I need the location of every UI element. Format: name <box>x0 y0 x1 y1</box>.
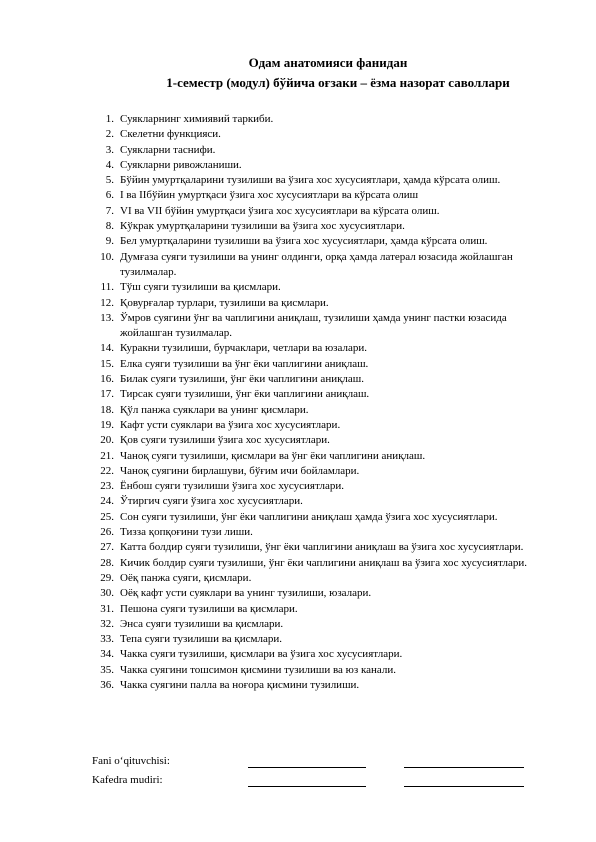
question-item <box>92 617 562 632</box>
question-number: 13. <box>100 311 114 324</box>
question-item <box>92 158 562 173</box>
question-text: Бел умуртқаларини тузилиши ва ўзига хос хусусиятлари, ҳамда кўрсата олиш. <box>120 235 488 248</box>
question-text: Куракни тузилиши, бурчаклари, четлари ва юзалари. <box>120 342 367 355</box>
question-number: 11. <box>100 281 114 294</box>
question-item <box>92 678 562 693</box>
question-text: Энса суяги тузилиши ва қисмлари. <box>120 617 284 630</box>
question-number: 30. <box>100 587 114 600</box>
question-text: Тепа суяги тузилиши ва қисмлари. <box>120 633 283 646</box>
question-text: Суякларни таснифи. <box>120 143 216 156</box>
question-number: 35. <box>100 663 114 676</box>
question-item <box>92 143 562 158</box>
question-text: Катта болдир суяги тузилиши, ўнг ёки чаплигини аниқлаш ва ўзига хос хусусиятлари. <box>120 541 524 554</box>
question-text: Ёнбош суяги тузилиши ўзига хос хусусиятлари. <box>120 480 345 493</box>
question-item <box>92 464 562 479</box>
question-item <box>92 632 562 647</box>
question-item <box>92 234 562 249</box>
question-text: Думғаза суяги тузилиши ва унинг олдинги, орқа ҳамда латерал юзасида жойлашган тузилмалар. <box>120 250 513 278</box>
question-number: 16. <box>100 373 114 386</box>
question-text: Чакка суяги тузилиши, қисмлари ва ўзига хос хусусиятлари. <box>120 648 403 661</box>
question-text: Кафт усти суяклари ва ўзига хос хусусиятлари. <box>120 418 341 431</box>
question-item <box>92 403 562 418</box>
question-number: 19. <box>100 418 114 431</box>
question-item <box>92 556 562 571</box>
question-text: Билак суяги тузилиши, ўнг ёки чаплигини аниқлаш. <box>120 373 365 386</box>
question-item <box>92 127 562 142</box>
question-number: 10. <box>100 250 114 263</box>
question-text: Қўл панжа суяклари ва унинг қисмлари. <box>120 403 309 416</box>
question-text: Скелетни функцияси. <box>120 128 221 141</box>
question-item <box>92 280 562 295</box>
question-item <box>92 188 562 203</box>
question-item <box>92 173 562 188</box>
question-number: 24. <box>100 495 114 508</box>
question-number: 6. <box>105 189 114 202</box>
question-text: Оёқ панжа суяги, қисмлари. <box>120 571 252 584</box>
question-item <box>92 663 562 678</box>
question-number: 33. <box>100 633 114 646</box>
question-number: 22. <box>100 464 114 477</box>
question-item <box>92 357 562 372</box>
question-number: 36. <box>100 678 114 691</box>
question-text: Пешона суяги тузилиши ва қисмлари. <box>120 602 298 615</box>
question-text: Чакка суягини тошсимон қисмини тузилиши ва юз канали. <box>120 663 397 676</box>
question-text: Сон суяги тузилиши, ўнг ёки чаплигини аниқлаш ҳамда ўзига хос хусусиятлари. <box>120 510 498 523</box>
question-number: 9. <box>105 235 114 248</box>
question-text: Кичик болдир суяги тузилиши, ўнг ёки чаплигини аниқлаш ва ўзига хос хусусиятлари. <box>120 556 527 569</box>
question-number: 25. <box>100 510 114 523</box>
question-number: 12. <box>100 296 114 309</box>
head-label: Kafedra mudiri: <box>92 774 163 786</box>
question-number: 18. <box>100 403 114 416</box>
question-text: Суякларнинг химиявий таркиби. <box>120 113 274 125</box>
question-text: Ўтиргич суяги ўзига хос хусусиятлари. <box>120 495 303 508</box>
question-number: 26. <box>100 526 114 539</box>
question-number: 2. <box>105 128 114 141</box>
question-item <box>92 311 562 342</box>
question-number: 14. <box>100 342 114 355</box>
question-item <box>92 372 562 387</box>
question-text: I ва IIбўйин умуртқаси ўзига хос хусусиятлари ва кўрсата олиш <box>120 189 419 202</box>
question-number: 28. <box>100 556 114 569</box>
question-text: Чаноқ суяги тузилиши, қисмлари ва ўнг ёки чаплигини аниқлаш. <box>120 449 426 462</box>
question-text: Бўйин умуртқаларини тузилиши ва ўзига хос хусусиятлари, ҳамда кўрсата олиш. <box>120 174 501 187</box>
question-item <box>92 494 562 509</box>
question-number: 21. <box>100 449 114 462</box>
question-text: Қов суяги тузилиши ўзига хос хусусиятлари. <box>120 434 330 447</box>
question-text: Тизза қопқоғини тузи лиши. <box>120 526 253 539</box>
question-item <box>92 540 562 555</box>
head-signature-line <box>248 773 366 787</box>
question-item <box>92 418 562 433</box>
question-text: Оёқ кафт усти суяклари ва унинг тузилиши, юзалари. <box>120 587 372 600</box>
question-number: 31. <box>100 602 114 615</box>
question-item <box>92 250 562 281</box>
question-number: 4. <box>105 158 114 171</box>
question-number: 3. <box>105 143 114 156</box>
question-number: 7. <box>105 204 114 217</box>
question-text: Тўш суяги тузилиши ва қисмлари. <box>120 281 281 294</box>
question-item <box>92 433 562 448</box>
head-name-line <box>404 773 524 787</box>
question-number: 5. <box>105 174 114 187</box>
question-number: 27. <box>100 541 114 554</box>
question-item <box>92 219 562 234</box>
question-item <box>92 112 562 127</box>
question-item <box>92 296 562 311</box>
question-number: 34. <box>100 648 114 661</box>
question-text: Тирсак суяги тузилиши, ўнг ёки чаплигини аниқлаш. <box>120 388 370 401</box>
question-number: 32. <box>100 617 114 630</box>
question-text: Ўмров суягини ўнг ва чаплигини аниқлаш, тузилиши ҳамда унинг пастки юзасида жойлашган тузилмалар. <box>120 311 507 340</box>
question-text: Кўкрак умуртқаларини тузилиши ва ўзига хос хусусиятлари. <box>120 220 405 233</box>
question-item <box>92 647 562 662</box>
question-text: VI ва VII бўйин умуртқаси ўзига хос хусусиятлари ва кўрсата олиш. <box>120 204 440 217</box>
question-item <box>92 341 562 356</box>
question-item <box>92 571 562 586</box>
questions-list <box>92 112 562 693</box>
question-item <box>92 204 562 219</box>
teacher-label: Fani oʻqituvchisi: <box>92 755 170 767</box>
question-item <box>92 586 562 601</box>
question-text: Елка суяги тузилиши ва ўнг ёки чаплигини аниқлаш. <box>120 357 369 370</box>
question-item <box>92 479 562 494</box>
question-text: Қовурғалар турлари, тузилиши ва қисмлари. <box>120 296 329 309</box>
question-item <box>92 510 562 525</box>
question-number: 1. <box>105 113 114 125</box>
question-text: Чакка суягини палла ва ноғора қисмини тузилиши. <box>120 678 360 691</box>
question-text: Суякларни ривожланиши. <box>120 158 242 171</box>
question-item <box>92 602 562 617</box>
teacher-signature-line <box>248 754 366 768</box>
question-text: Чаноқ суягини бирлашуви, бўғим ичи бойламлари. <box>120 464 360 477</box>
document-subtitle: 1-семестр (модул) бўйича оғзаки – ёзма назорат саволлари <box>166 75 510 90</box>
question-number: 29. <box>100 571 114 584</box>
question-item <box>92 525 562 540</box>
question-number: 8. <box>105 220 114 233</box>
question-item <box>92 449 562 464</box>
question-number: 15. <box>100 357 114 370</box>
teacher-name-line <box>404 754 524 768</box>
question-number: 20. <box>100 434 114 447</box>
question-item <box>92 387 562 402</box>
question-number: 23. <box>100 480 114 493</box>
document-title: Одам анатомияси фанидан <box>248 55 408 70</box>
question-number: 17. <box>100 388 114 401</box>
